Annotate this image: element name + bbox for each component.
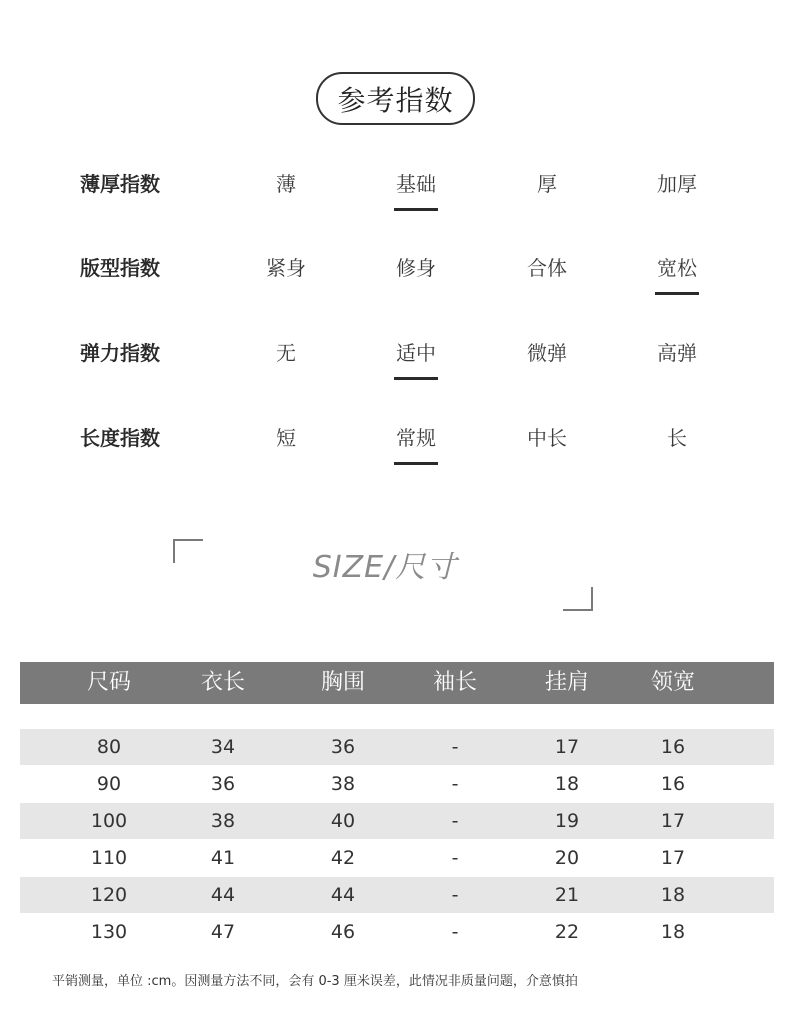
index-option-selected: 基础 bbox=[361, 164, 471, 204]
index-row-elasticity bbox=[0, 333, 790, 373]
index-option-selected: 宽松 bbox=[622, 248, 732, 288]
table-row bbox=[20, 729, 774, 765]
table-cell: 44 bbox=[330, 884, 356, 906]
index-option: 加厚 bbox=[657, 172, 697, 196]
header-cell: 领宽 bbox=[650, 670, 695, 695]
corner-bracket-bottom-right bbox=[563, 587, 593, 611]
index-option: 厚 bbox=[537, 172, 557, 196]
table-cell: 19 bbox=[554, 810, 580, 832]
table-row bbox=[20, 803, 774, 839]
header-cell: 衣长 bbox=[200, 670, 245, 695]
index-option: 高弹 bbox=[657, 341, 697, 365]
index-option: 无 bbox=[276, 341, 296, 365]
index-label: 薄厚指数 bbox=[80, 172, 160, 196]
table-cell: 18 bbox=[660, 884, 686, 906]
table-cell: 17 bbox=[660, 810, 686, 832]
table-row bbox=[20, 766, 774, 802]
header-cell: 挂肩 bbox=[544, 670, 589, 695]
table-cell: 42 bbox=[330, 847, 356, 869]
table-cell: 16 bbox=[660, 773, 686, 795]
header-cell: 尺码 bbox=[86, 670, 131, 695]
table-cell: 44 bbox=[210, 884, 236, 906]
index-label: 弹力指数 bbox=[80, 341, 160, 365]
table-cell: 18 bbox=[660, 921, 686, 943]
table-row bbox=[20, 840, 774, 876]
index-row-length bbox=[0, 418, 790, 458]
table-cell: 36 bbox=[330, 736, 356, 758]
table-cell: 20 bbox=[554, 847, 580, 869]
size-table-header bbox=[20, 662, 774, 704]
index-option: 短 bbox=[276, 426, 296, 450]
measurement-footnote: 平销测量，单位 :cm。因测量方法不同，会有 0-3 厘米误差，此情况非质量问题，介意慎拍 bbox=[52, 974, 578, 989]
table-cell: - bbox=[451, 736, 459, 758]
table-cell: 90 bbox=[96, 773, 122, 795]
table-cell: 100 bbox=[90, 810, 128, 832]
size-section-title: SIZE/尺寸 bbox=[312, 550, 458, 585]
reference-index-title: 参考指数 bbox=[316, 72, 475, 125]
header-cell: 袖长 bbox=[432, 670, 477, 695]
table-cell: 18 bbox=[554, 773, 580, 795]
table-cell: - bbox=[451, 884, 459, 906]
table-cell: 38 bbox=[210, 810, 236, 832]
table-cell: 34 bbox=[210, 736, 236, 758]
index-option-selected: 适中 bbox=[361, 333, 471, 373]
index-option: 薄 bbox=[276, 172, 296, 196]
header-cell: 胸围 bbox=[320, 670, 365, 695]
table-cell: 47 bbox=[210, 921, 236, 943]
table-cell: 110 bbox=[90, 847, 128, 869]
table-cell: 16 bbox=[660, 736, 686, 758]
table-cell: 21 bbox=[554, 884, 580, 906]
table-cell: 22 bbox=[554, 921, 580, 943]
index-option: 修身 bbox=[396, 256, 436, 280]
index-label: 长度指数 bbox=[80, 426, 160, 450]
table-row bbox=[20, 877, 774, 913]
table-cell: - bbox=[451, 847, 459, 869]
table-row bbox=[20, 914, 774, 950]
index-label: 版型指数 bbox=[80, 256, 160, 280]
index-option: 中长 bbox=[527, 426, 567, 450]
table-cell: 130 bbox=[90, 921, 128, 943]
table-cell: - bbox=[451, 921, 459, 943]
table-cell: - bbox=[451, 773, 459, 795]
table-cell: 38 bbox=[330, 773, 356, 795]
table-cell: 40 bbox=[330, 810, 356, 832]
table-cell: 36 bbox=[210, 773, 236, 795]
table-cell: 17 bbox=[554, 736, 580, 758]
index-option: 微弹 bbox=[527, 341, 567, 365]
table-cell: 46 bbox=[330, 921, 356, 943]
index-option-selected: 常规 bbox=[361, 418, 471, 458]
table-cell: 120 bbox=[90, 884, 128, 906]
corner-bracket-top-left bbox=[173, 539, 203, 563]
index-option: 长 bbox=[667, 426, 687, 450]
table-cell: 80 bbox=[96, 736, 122, 758]
index-row-fit bbox=[0, 248, 790, 288]
index-option: 合体 bbox=[527, 256, 567, 280]
table-cell: 41 bbox=[210, 847, 236, 869]
index-option: 紧身 bbox=[266, 256, 306, 280]
index-row-thickness bbox=[0, 164, 790, 204]
table-cell: 17 bbox=[660, 847, 686, 869]
table-cell: - bbox=[451, 810, 459, 832]
